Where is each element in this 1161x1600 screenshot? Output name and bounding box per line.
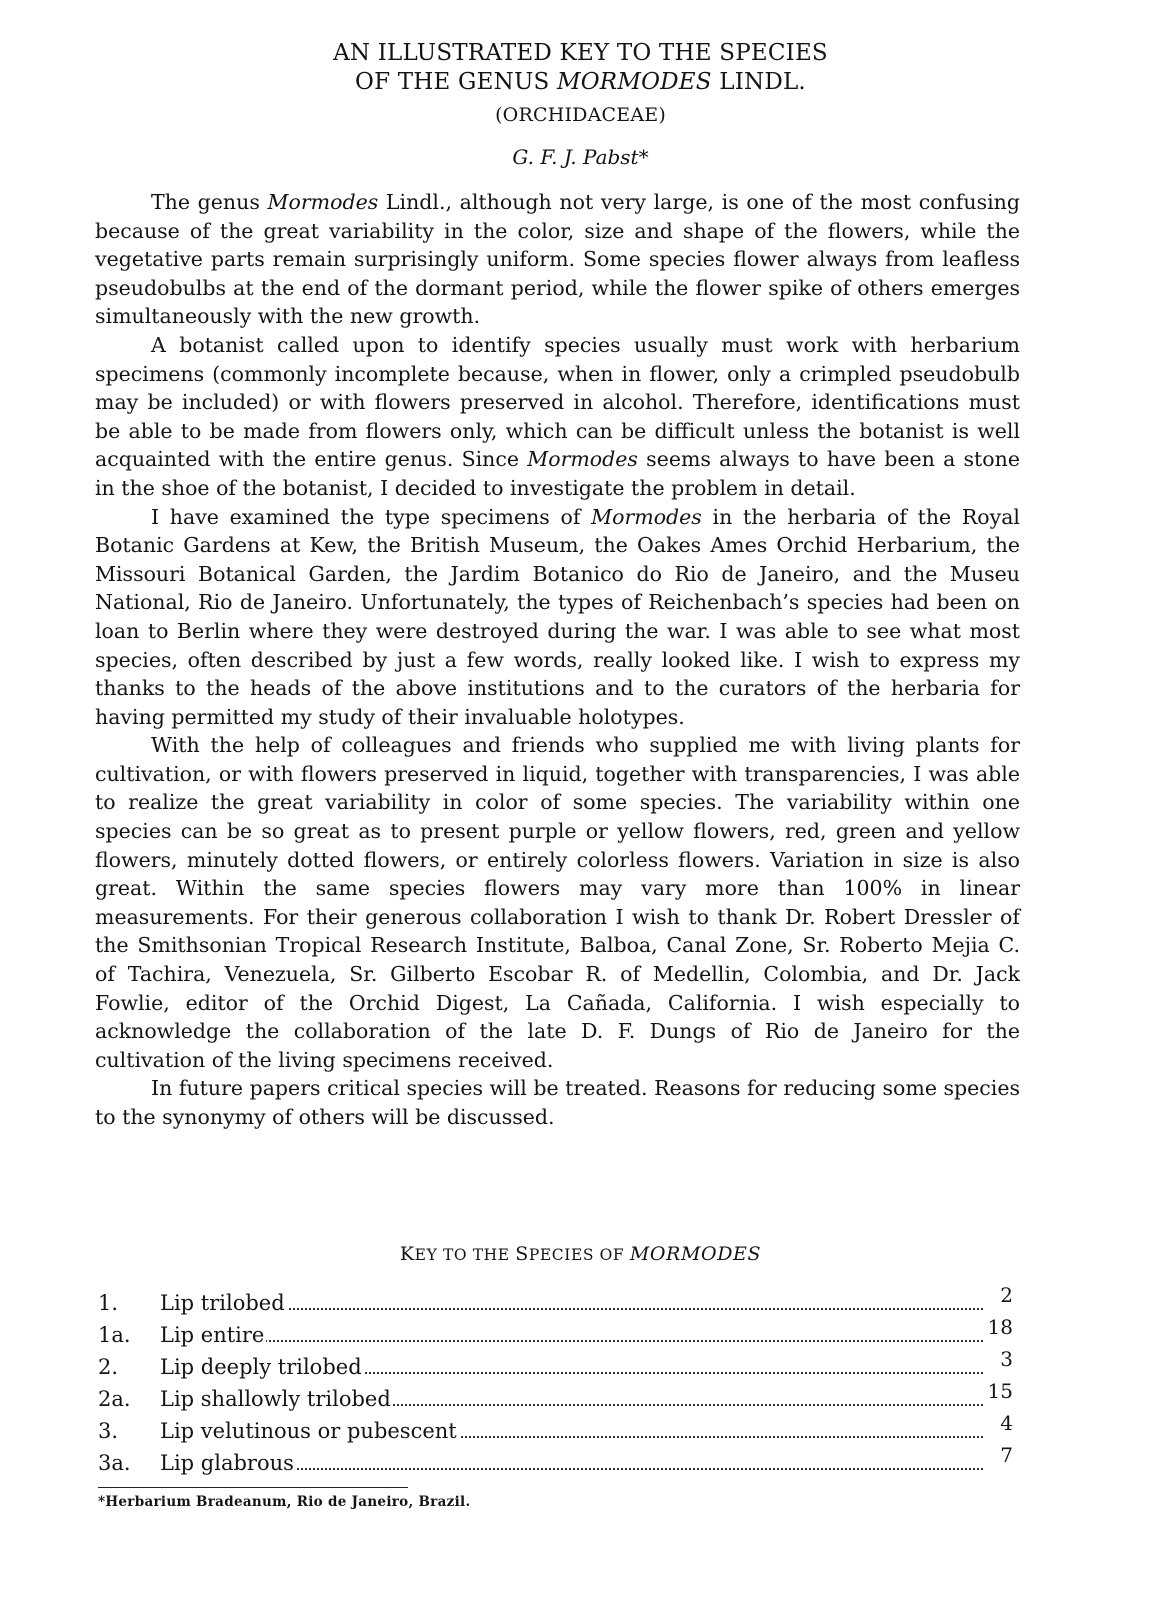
key-entry-text: Lip glabrous (160, 1447, 296, 1479)
key-heading-genus: MORMODES (629, 1243, 762, 1265)
italic-term: Mormodes (267, 190, 379, 214)
paragraph-text: A botanist called upon to identify species usually must work with herbarium specimens (commonly incomplete because, when in flower, only a crimpled pseudobulb may be included) or with flowers preserved in alcohol. Therefore, identifications must be able to be made from flowers only, which can be difficult unless the botanist is well acquainted with the entire genus. Since (95, 332, 1020, 472)
key-entry (98, 1411, 1013, 1447)
key-list (98, 1283, 1013, 1479)
key-heading-k: K (399, 1243, 415, 1265)
key-heading (0, 1243, 1161, 1265)
key-entry-number: 3a. (98, 1451, 131, 1475)
key-entry-number: 2. (98, 1355, 119, 1379)
footnote-rule (98, 1487, 408, 1488)
author: G. F. J. Pabst* (512, 145, 649, 169)
italic-term: Mormodes (527, 447, 638, 472)
key-entry-number: 3. (98, 1419, 119, 1443)
key-entry-text: Lip entire (160, 1319, 266, 1351)
key-entry (98, 1347, 1013, 1383)
key-heading-ey: EY TO THE (414, 1246, 516, 1264)
key-entry-goto: 4 (997, 1407, 1013, 1439)
paragraph (95, 731, 1020, 1074)
title-line-2-post: LINDL. (711, 69, 806, 95)
paragraph-text: In future papers critical species will be treated. Reasons for reducing some species to the synonymy of others will be discussed. (95, 1076, 1020, 1129)
paragraph-text: seems always to have been a stone in the shoe of the botanist, I decided to investigate the problem in detail. (95, 447, 1020, 500)
key-entry (98, 1315, 1013, 1351)
italic-term: Mormodes (591, 504, 702, 529)
article-body (95, 188, 1020, 1132)
paragraph-text: With the help of colleagues and friends who supplied me with living plants for cultivation, or with flowers preserved in liquid, together with transparencies, I was able to realize the great variability in color of some species. The variability within one species can be so great as to present purple or yellow flowers, red, green and yellow flowers, minutely dotted flowers, or entirely colorless flowers. Variation in size is also great. Within the same species flowers may vary more than 100% in linear measurements. For their generous collaboration I wish to thank Dr. Robert Dressler of the Smithsonian Tropical Research Institute, Balboa, Canal Zone, Sr. Roberto Mejia C. of Tachira, Venezuela, Sr. Gilberto Escobar R. of Medellin, Colombia, and Dr. Jack Fowlie, editor of the Orchid Digest, La Cañada, California. I wish especially to acknowledge the collaboration of the late D. F. Dungs of Rio de Janeiro for the cultivation of the living specimens received. (95, 733, 1020, 1072)
paragraph-text: Lindl., although not very large, is one of the most confusing because of the great variability in the color, size and shape of the flowers, while the vegetative parts remain surprisingly uniform. Some species flower always from leafless pseudobulbs at the end of the dormant period, while the flower spike of others emerges simultaneously with the new growth. (95, 190, 1020, 329)
key-heading-s: S (515, 1243, 529, 1265)
key-entry-goto: 3 (997, 1343, 1013, 1375)
key-entry-number: 1. (98, 1291, 119, 1315)
title-line-2-pre: OF THE GENUS (355, 69, 557, 95)
key-entry-goto: 15 (985, 1375, 1013, 1407)
title-line-2 (0, 69, 1161, 96)
key-entry-text: Lip velutinous or pubescent (160, 1415, 459, 1447)
key-entry (98, 1379, 1013, 1415)
family-name: (ORCHIDACEAE) (495, 104, 666, 126)
paragraph (95, 331, 1020, 503)
paragraph-text: I have examined the type specimens of (151, 504, 592, 529)
key-entry-number: 1a. (98, 1323, 131, 1347)
paragraph-text: The genus (151, 190, 268, 214)
title-genus: MORMODES (557, 69, 712, 95)
key-entry-text: Lip deeply trilobed (160, 1351, 364, 1383)
paragraph (95, 1074, 1020, 1131)
paragraph (95, 503, 1020, 732)
dot-leader (160, 1340, 983, 1342)
paragraph (95, 188, 1020, 331)
key-entry-goto: 2 (997, 1279, 1013, 1311)
key-heading-pecies: PECIES OF (528, 1246, 630, 1264)
title-line-1: AN ILLUSTRATED KEY TO THE SPECIES (333, 40, 828, 66)
key-entry-text: Lip shallowly trilobed (160, 1383, 393, 1415)
key-entry-number: 2a. (98, 1387, 131, 1411)
key-entry-goto: 7 (997, 1439, 1013, 1471)
paragraph-text: in the herbaria of the Royal Botanic Gardens at Kew, the British Museum, the Oakes Ames Orchid Herbarium, the Missouri Botanical Garden, the Jardim Botanico do Rio de Janeiro, and the Museu National, Rio de Janeiro. Unfortunately, the types of Reichenbach’s species had been on loan to Berlin where they were destroyed during the war. I was able to see what most species, often described by just a few words, really looked like. I wish to express my thanks to the heads of the above institutions and to the curators of the herbaria for having permitted my study of their invaluable holotypes. (95, 504, 1020, 729)
footnote: *Herbarium Bradeanum, Rio de Janeiro, Brazil. (98, 1494, 471, 1510)
key-entry (98, 1443, 1013, 1479)
key-entry (98, 1283, 1013, 1319)
key-entry-goto: 18 (985, 1311, 1013, 1343)
key-entry-text: Lip trilobed (160, 1287, 287, 1319)
